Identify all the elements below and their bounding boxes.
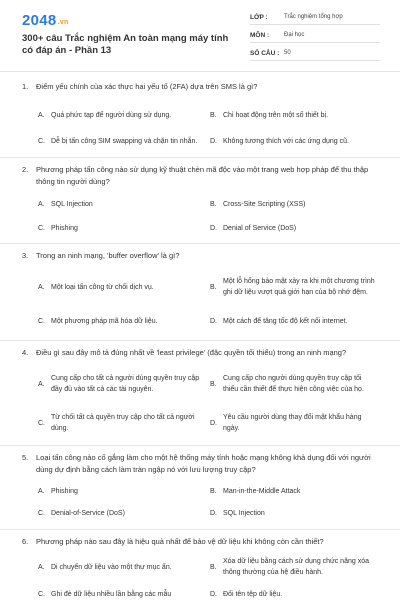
logo-text: 2048 (22, 12, 57, 29)
option-text: Một lỗ hổng bảo mật xảy ra khi một chương trình ghi dữ liệu vượt quá giới hạn của bộ nhớ đệm. (223, 278, 375, 296)
question-header (0, 530, 400, 552)
question-header (0, 446, 400, 480)
meta-key: LỚP : (250, 13, 268, 21)
option-c[interactable] (38, 582, 210, 606)
option-key: C. (38, 138, 45, 145)
option-text: Một cách để tăng tốc độ kết nối internet. (223, 317, 348, 325)
option-key: A. (38, 487, 45, 495)
option-b[interactable] (210, 192, 382, 216)
option-b[interactable] (210, 266, 382, 308)
logo-suffix: .vn (57, 19, 69, 26)
option-a[interactable] (38, 101, 210, 129)
meta-key: MÔN : (250, 31, 270, 39)
option-text: Chỉ hoạt động trên một số thiết bị. (223, 111, 329, 119)
option-key: B. (210, 487, 217, 495)
options-grid (0, 266, 400, 334)
option-key: D. (210, 509, 217, 517)
question-item (0, 446, 400, 530)
option-text: Man-in-the-Middle Attack (223, 487, 301, 495)
option-c[interactable] (38, 216, 210, 240)
doc-meta (250, 10, 380, 64)
option-b[interactable] (210, 363, 382, 405)
question-number: 5. (22, 453, 29, 462)
option-c[interactable] (38, 502, 210, 524)
option-a[interactable] (38, 266, 210, 308)
question-text: Điều gì sau đây mô tả đúng nhất về 'least privilege' (đặc quyền tối thiểu) trong an ninh mạng? (36, 348, 347, 357)
meta-value: Trắc nghiệm tổng hợp (284, 14, 343, 20)
question-header (0, 244, 400, 266)
option-key: A. (38, 563, 45, 571)
option-text: Ghi đè dữ liệu nhiều lần bằng các mẫu (51, 590, 172, 598)
question-item (0, 244, 400, 341)
options-grid (0, 363, 400, 441)
option-key: C. (38, 317, 45, 325)
question-number: 1. (22, 82, 29, 91)
options-grid (0, 101, 400, 154)
question-text: Phương pháp nào sau đây là hiệu quả nhất để bảo vệ dữ liệu khi không còn cần thiết? (36, 537, 324, 546)
question-text: Loại tấn công nào cố gắng làm cho một hệ thống máy tính hoặc mạng không khả dụng đối với người dùng dự định bằng cách làm tràn ngập nó với lưu lượng truy cập? (36, 453, 371, 474)
option-key: A. (38, 283, 45, 291)
question-header (0, 79, 400, 101)
meta-key: SỐ CÂU : (250, 49, 280, 57)
question-text: Trong an ninh mạng, 'buffer overflow' là gì? (36, 251, 180, 260)
option-text: SQL Injection (223, 509, 265, 517)
question-text: Phương pháp tấn công nào sử dụng kỹ thuật chèn mã độc vào một trang web hợp pháp để thu thập thông tin người dùng? (36, 165, 369, 186)
option-text: Xóa dữ liệu bằng cách sử dụng chức năng xóa thông thường của hệ điều hành. (223, 558, 369, 576)
option-text: Cung cấp cho người dùng quyền truy cập tối thiểu cần thiết để thực hiện công việc của họ. (223, 375, 364, 393)
option-text: Một phương pháp mã hóa dữ liệu. (51, 317, 158, 325)
option-key: D. (210, 590, 217, 598)
option-key: A. (38, 200, 45, 208)
question-list (0, 79, 400, 610)
question-number: 4. (22, 348, 29, 357)
option-a[interactable] (38, 192, 210, 216)
option-b[interactable] (210, 101, 382, 129)
question-number: 6. (22, 537, 29, 546)
option-key: C. (38, 224, 45, 232)
options-grid (0, 192, 400, 240)
meta-value: 50 (284, 50, 291, 56)
option-text: Phishing (51, 487, 78, 495)
option-text: Từ chối tất cả quyền truy cập cho tất cả người dùng. (51, 414, 195, 432)
question-item (0, 79, 400, 158)
question-item (0, 341, 400, 446)
option-c[interactable] (38, 405, 210, 441)
option-d[interactable] (210, 216, 382, 240)
option-c[interactable] (38, 308, 210, 334)
options-grid (0, 480, 400, 524)
option-text: Phishing (51, 224, 78, 232)
option-d[interactable] (210, 129, 382, 154)
meta-row-class (250, 10, 380, 25)
question-header (0, 158, 400, 192)
option-c[interactable] (38, 129, 210, 154)
option-key: C. (38, 419, 45, 427)
option-key: D. (210, 224, 217, 232)
option-d[interactable] (210, 405, 382, 441)
option-text: Denial-of-Service (DoS) (51, 509, 125, 517)
option-text: Di chuyển dữ liệu vào một thư mục ẩn. (51, 563, 172, 571)
meta-row-subject (250, 28, 380, 43)
option-key: A. (38, 380, 45, 388)
option-key: C. (38, 590, 45, 598)
option-text: Yêu cầu người dùng thay đổi mật khẩu hàng ngày. (223, 414, 362, 432)
option-text: Một loại tấn công từ chối dịch vụ. (51, 283, 154, 291)
question-item (0, 530, 400, 610)
option-b[interactable] (210, 480, 382, 502)
question-item (0, 158, 400, 244)
question-number: 3. (22, 251, 29, 260)
option-text: Không tương thích với các ứng dụng cũ. (223, 138, 349, 145)
option-text: Đổi tên tệp dữ liệu. (223, 590, 283, 598)
option-text: Cross-Site Scripting (XSS) (223, 200, 306, 208)
meta-value: Đại học (284, 32, 305, 38)
option-d[interactable] (210, 502, 382, 524)
option-key: D. (210, 419, 217, 427)
option-key: A. (38, 111, 45, 119)
option-text: Quá phức tạp để người dùng sử dụng. (51, 111, 172, 119)
option-key: B. (210, 283, 217, 291)
option-key: B. (210, 563, 217, 571)
question-header (0, 341, 400, 363)
page-header (0, 0, 400, 72)
option-text: Cung cấp cho tất cả người dùng quyền truy cập đầy đủ vào tất cả các tài nguyên. (51, 375, 200, 393)
page-title: 300+ câu Trắc nghiệm An toàn mạng máy tính có đáp án - Phần 13 (22, 33, 229, 56)
question-text: Điểm yếu chính của xác thực hai yếu tố (2FA) dựa trên SMS là gì? (36, 82, 258, 91)
option-a[interactable] (38, 552, 210, 582)
question-number: 2. (22, 165, 29, 174)
option-a[interactable] (38, 363, 210, 405)
option-a[interactable] (38, 480, 210, 502)
option-key: D. (210, 138, 217, 145)
option-text: Dễ bị tấn công SIM swapping và chặn tin nhắn. (51, 138, 198, 145)
option-key: C. (38, 509, 45, 517)
option-key: B. (210, 111, 217, 119)
option-text: SQL Injection (51, 200, 93, 208)
option-text: Denial of Service (DoS) (223, 224, 297, 232)
option-key: B. (210, 200, 217, 208)
option-b[interactable] (210, 552, 382, 582)
meta-row-count (250, 46, 380, 61)
option-key: D. (210, 317, 217, 325)
site-logo[interactable] (22, 12, 69, 29)
option-d[interactable] (210, 308, 382, 334)
options-grid (0, 552, 400, 606)
option-d[interactable] (210, 582, 382, 606)
option-key: B. (210, 380, 217, 388)
